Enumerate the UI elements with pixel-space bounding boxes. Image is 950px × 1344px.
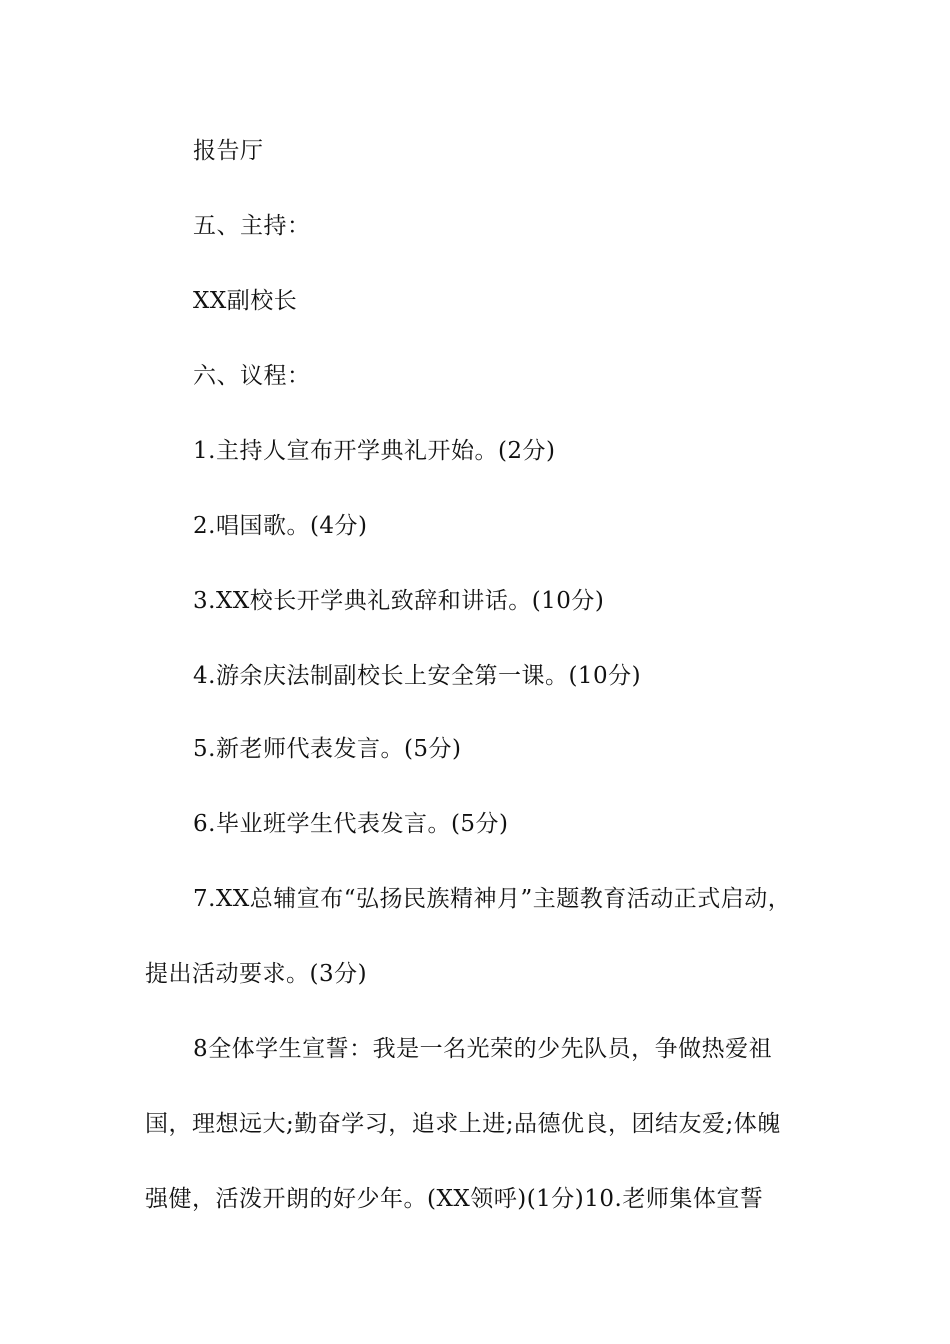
agenda-item-3: 3.XX校长开学典礼致辞和讲话。(10分) xyxy=(193,588,605,614)
agenda-item-8-line-3: 强健，活泼开朗的好少年。(XX领呼)(1分)10.老师集体宣誓 xyxy=(145,1186,764,1212)
agenda-item-7-line-1: 7.XX总辅宣布“弘扬民族精神月”主题教育活动正式启动， xyxy=(193,886,792,912)
agenda-item-5: 5.新老师代表发言。(5分) xyxy=(193,736,462,762)
agenda-item-2: 2.唱国歌。(4分) xyxy=(193,513,368,539)
paragraph-venue: 报告厅 xyxy=(193,138,264,164)
heading-agenda: 六、议程： xyxy=(193,363,311,389)
agenda-item-7-line-2: 提出活动要求。(3分) xyxy=(145,961,368,987)
agenda-item-4: 4.游余庆法制副校长上安全第一课。(10分) xyxy=(193,663,642,689)
agenda-item-1: 1.主持人宣布开学典礼开始。(2分) xyxy=(193,438,556,464)
paragraph-host-name: XX副校长 xyxy=(193,288,298,314)
agenda-item-8-line-1: 8全体学生宣誓：我是一名光荣的少先队员，争做热爱祖 xyxy=(193,1036,773,1062)
agenda-item-8-line-2: 国，理想远大;勤奋学习，追求上进;品德优良，团结友爱;体魄 xyxy=(145,1111,781,1137)
agenda-item-6: 6.毕业班学生代表发言。(5分) xyxy=(193,811,509,837)
heading-host: 五、主持： xyxy=(193,213,311,239)
